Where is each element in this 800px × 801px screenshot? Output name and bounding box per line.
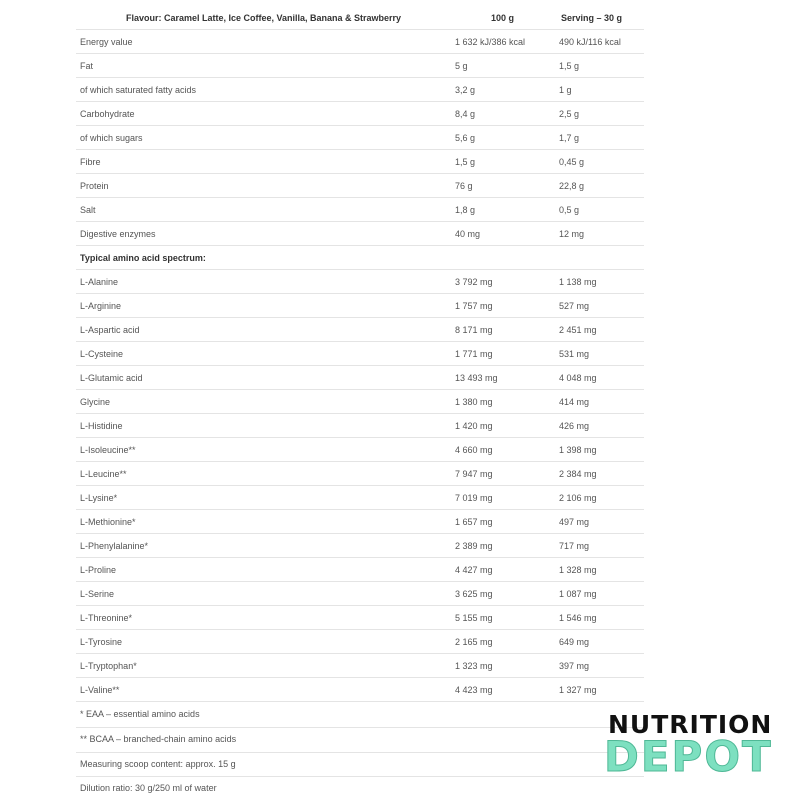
value-per-serving: 22,8 g	[555, 174, 644, 198]
value-per-serving: 531 mg	[555, 342, 644, 366]
value-per-serving: 649 mg	[555, 630, 644, 654]
nutrient-name: Fibre	[76, 150, 451, 174]
value-per-serving: 2 384 mg	[555, 462, 644, 486]
table-row	[76, 390, 644, 414]
value-per-100g: 1 420 mg	[451, 414, 555, 438]
table-row	[76, 54, 644, 78]
table-row	[76, 102, 644, 126]
value-per-100g: 5 g	[451, 54, 555, 78]
nutrition-table	[76, 6, 644, 702]
per-100g-header: 100 g	[451, 6, 555, 30]
value-per-100g: 76 g	[451, 174, 555, 198]
value-per-serving: 527 mg	[555, 294, 644, 318]
value-per-serving: 414 mg	[555, 390, 644, 414]
value-per-serving: 1 087 mg	[555, 582, 644, 606]
table-row	[76, 630, 644, 654]
value-per-serving: 1 g	[555, 78, 644, 102]
value-per-100g: 8 171 mg	[451, 318, 555, 342]
value-per-serving: 0,45 g	[555, 150, 644, 174]
nutrient-name: Glycine	[76, 390, 451, 414]
value-per-serving: 4 048 mg	[555, 366, 644, 390]
nutrient-name: L-Tyrosine	[76, 630, 451, 654]
value-per-100g: 5,6 g	[451, 126, 555, 150]
value-per-serving: 397 mg	[555, 654, 644, 678]
value-per-100g: 40 mg	[451, 222, 555, 246]
value-per-serving: 12 mg	[555, 222, 644, 246]
footnote: Dilution ratio: 30 g/250 ml of water	[80, 783, 217, 794]
value-per-100g: 3 792 mg	[451, 270, 555, 294]
value-per-serving: 2 106 mg	[555, 486, 644, 510]
table-row	[76, 78, 644, 102]
empty-cell	[451, 246, 555, 270]
table-row	[76, 654, 644, 678]
nutrient-name: L-Proline	[76, 558, 451, 582]
value-per-100g: 1 323 mg	[451, 654, 555, 678]
footnotes	[76, 703, 644, 801]
nutrient-name: L-Aspartic acid	[76, 318, 451, 342]
nutrient-name: L-Isoleucine**	[76, 438, 451, 462]
nutrient-name: Protein	[76, 174, 451, 198]
nutrient-name: Salt	[76, 198, 451, 222]
nutrient-name: L-Cysteine	[76, 342, 451, 366]
value-per-serving: 426 mg	[555, 414, 644, 438]
value-per-serving: 1,7 g	[555, 126, 644, 150]
table-row	[76, 198, 644, 222]
value-per-serving: 1 546 mg	[555, 606, 644, 630]
value-per-100g: 1 380 mg	[451, 390, 555, 414]
nutrient-name: Fat	[76, 54, 451, 78]
value-per-serving: 490 kJ/116 kcal	[555, 30, 644, 54]
value-per-100g: 8,4 g	[451, 102, 555, 126]
nutrient-name: of which sugars	[76, 126, 451, 150]
table-row	[76, 438, 644, 462]
value-per-serving: 1 138 mg	[555, 270, 644, 294]
nutrient-name: L-Alanine	[76, 270, 451, 294]
value-per-100g: 1,8 g	[451, 198, 555, 222]
value-per-serving: 0,5 g	[555, 198, 644, 222]
value-per-serving: 1 328 mg	[555, 558, 644, 582]
table-row	[76, 582, 644, 606]
nutrient-name: Digestive enzymes	[76, 222, 451, 246]
footnote: ** BCAA – branched-chain amino acids	[76, 728, 644, 753]
table-row	[76, 30, 644, 54]
table-row	[76, 294, 644, 318]
table-row	[76, 606, 644, 630]
table-row	[76, 534, 644, 558]
value-per-serving: 2 451 mg	[555, 318, 644, 342]
table-row	[76, 462, 644, 486]
value-per-100g: 3,2 g	[451, 78, 555, 102]
footnote: * EAA – essential amino acids	[76, 703, 644, 728]
table-row	[76, 270, 644, 294]
nutrient-name: L-Serine	[76, 582, 451, 606]
table-header-row	[76, 6, 644, 30]
value-per-100g: 4 423 mg	[451, 678, 555, 702]
table-row	[76, 414, 644, 438]
value-per-serving: 1,5 g	[555, 54, 644, 78]
table-row	[76, 486, 644, 510]
brand-logo	[604, 710, 780, 780]
logo-line2: DEPOT	[604, 732, 773, 781]
value-per-100g: 7 019 mg	[451, 486, 555, 510]
value-per-100g: 1 632 kJ/386 kcal	[451, 30, 555, 54]
nutrient-name: of which saturated fatty acids	[76, 78, 451, 102]
value-per-100g: 13 493 mg	[451, 366, 555, 390]
value-per-100g: 5 155 mg	[451, 606, 555, 630]
section-row	[76, 246, 644, 270]
value-per-100g: 1 757 mg	[451, 294, 555, 318]
nutrient-name: L-Lysine*	[76, 486, 451, 510]
nutrient-name: L-Tryptophan*	[76, 654, 451, 678]
value-per-100g: 7 947 mg	[451, 462, 555, 486]
value-per-serving: 497 mg	[555, 510, 644, 534]
value-per-100g: 1,5 g	[451, 150, 555, 174]
value-per-100g: 1 657 mg	[451, 510, 555, 534]
nutrient-name: L-Leucine**	[76, 462, 451, 486]
nutrient-name: L-Glutamic acid	[76, 366, 451, 390]
value-per-serving: 1 398 mg	[555, 438, 644, 462]
nutrient-name: Carbohydrate	[76, 102, 451, 126]
table-row	[76, 678, 644, 702]
nutrient-name: Energy value	[76, 30, 451, 54]
section-title: Typical amino acid spectrum:	[76, 246, 451, 270]
nutrient-name: L-Arginine	[76, 294, 451, 318]
table-row	[76, 222, 644, 246]
value-per-serving: 1 327 mg	[555, 678, 644, 702]
nutrient-name: L-Valine**	[76, 678, 451, 702]
flavour-header: Flavour: Caramel Latte, Ice Coffee, Vanilla, Banana & Strawberry	[76, 6, 451, 30]
empty-cell	[555, 246, 644, 270]
logo-line1: NUTRITION	[608, 710, 773, 739]
table-body	[76, 30, 644, 702]
nutrient-name: L-Methionine*	[76, 510, 451, 534]
value-per-100g: 1 771 mg	[451, 342, 555, 366]
nutrient-name: L-Histidine	[76, 414, 451, 438]
table-row	[76, 366, 644, 390]
value-per-100g: 4 660 mg	[451, 438, 555, 462]
table-row	[76, 174, 644, 198]
footnote: Measuring scoop content: approx. 15 g	[76, 753, 644, 778]
value-per-serving: 2,5 g	[555, 102, 644, 126]
value-per-100g: 3 625 mg	[451, 582, 555, 606]
per-serving-header: Serving – 30 g	[555, 6, 644, 30]
table-row	[76, 150, 644, 174]
nutrient-name: L-Threonine*	[76, 606, 451, 630]
table-row	[76, 318, 644, 342]
value-per-100g: 4 427 mg	[451, 558, 555, 582]
value-per-100g: 2 389 mg	[451, 534, 555, 558]
table-row	[76, 558, 644, 582]
table-row	[76, 510, 644, 534]
value-per-100g: 2 165 mg	[451, 630, 555, 654]
table-row	[76, 342, 644, 366]
nutrient-name: L-Phenylalanine*	[76, 534, 451, 558]
table-row	[76, 126, 644, 150]
value-per-serving: 717 mg	[555, 534, 644, 558]
